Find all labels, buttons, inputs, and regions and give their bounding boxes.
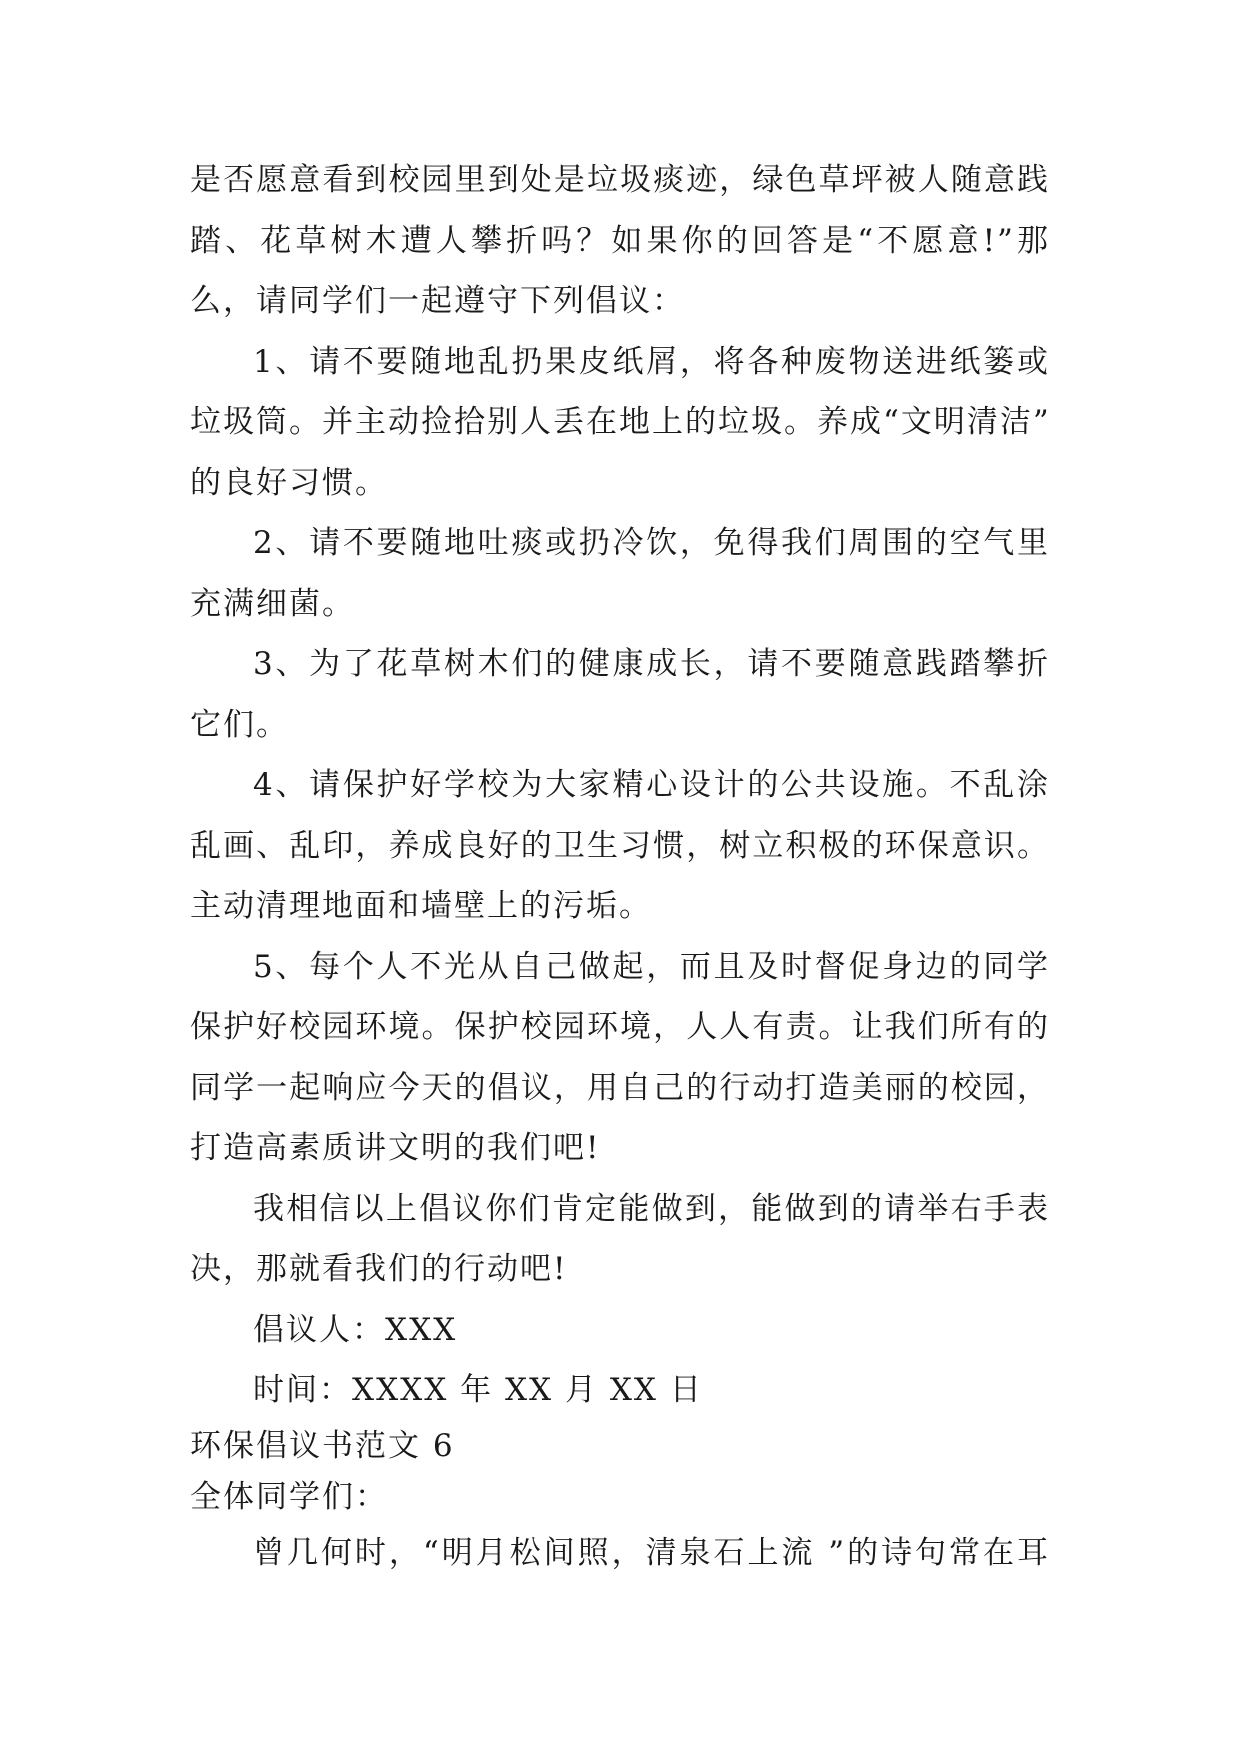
list-item-line: 保护好校园环境。保护校园环境，人人有责。让我们所有的 [190, 1009, 1050, 1045]
date-line: 时间：XXXX 年 XX 月 XX 日 [253, 1372, 703, 1408]
paragraph-line: 曾几何时，“明月松间照，清泉石上流 ”的诗句常在耳 [253, 1534, 1050, 1571]
list-item-line: 2、请不要随地吐痰或扔冷饮，免得我们周围的空气里 [253, 525, 1050, 561]
list-item-line: 的良好习惯。 [190, 464, 388, 501]
list-item-line: 主动清理地面和墙壁上的污垢。 [190, 888, 652, 924]
list-item-line: 5、每个人不光从自己做起，而且及时督促身边的同学 [253, 948, 1050, 985]
paragraph-line: 踏、花草树木遭人攀折吗？如果你的回答是“不愿意!”那 [190, 222, 1050, 259]
closing-line: 我相信以上倡议你们肯定能做到，能做到的请举右手表 [253, 1190, 1050, 1227]
proposer-line: 倡议人：XXX [253, 1311, 458, 1348]
list-item-line: 垃圾筒。并主动捡拾别人丢在地上的垃圾。养成“文明清洁” [190, 404, 1051, 440]
paragraph-line: 么，请同学们一起遵守下列倡议： [190, 283, 685, 319]
list-item-line: 打造高素质讲文明的我们吧! [190, 1130, 601, 1166]
salutation: 全体同学们： [190, 1478, 388, 1515]
closing-line: 决，那就看我们的行动吧! [190, 1251, 568, 1287]
list-item-line: 乱画、乱印，养成良好的卫生习惯，树立积极的环保意识。 [190, 827, 1050, 864]
list-item-line: 同学一起响应今天的倡议，用自己的行动打造美丽的校园， [190, 1069, 1050, 1106]
paragraph-line: 是否愿意看到校园里到处是垃圾痰迹，绿色草坪被人随意践 [190, 162, 1050, 198]
list-item-line: 它们。 [190, 706, 289, 743]
list-item-line: 充满细菌。 [190, 585, 355, 622]
section-title: 环保倡议书范文 6 [190, 1427, 455, 1464]
list-item-line: 3、为了花草树木们的健康成长，请不要随意践踏攀折 [253, 646, 1050, 682]
document-page [190, 150, 1050, 1583]
list-item-line: 4、请保护好学校为大家精心设计的公共设施。不乱涂 [253, 767, 1050, 803]
list-item-line: 1、请不要随地乱扔果皮纸屑，将各种废物送进纸篓或 [253, 343, 1050, 380]
